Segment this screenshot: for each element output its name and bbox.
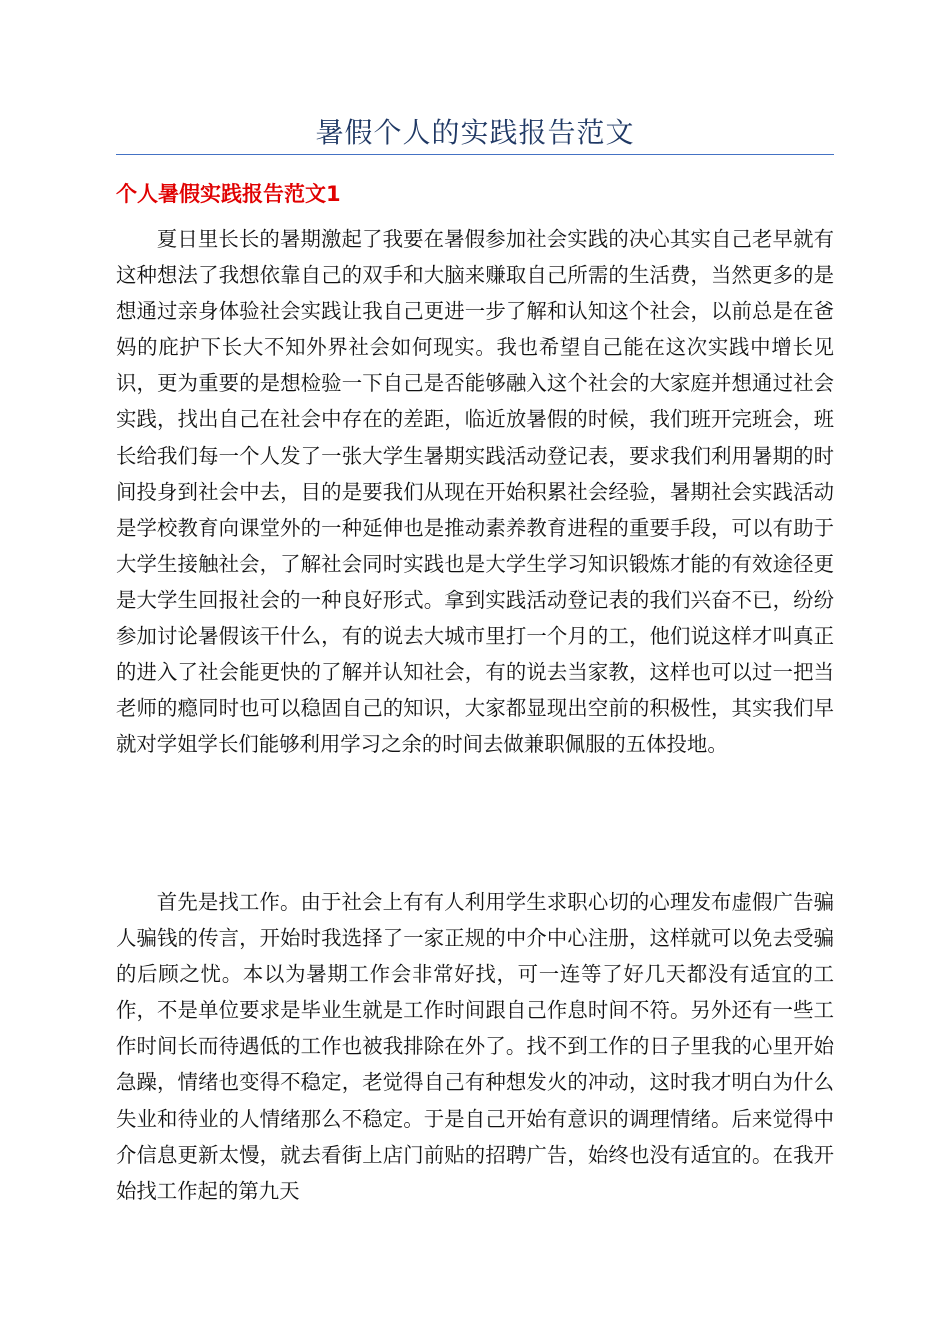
section-heading: 个人暑假实践报告范文1 [116,182,341,206]
page-title: 暑假个人的实践报告范文 [315,116,635,149]
body-paragraph-1: 夏日里长长的暑期激起了我要在暑假参加社会实践的决心其实自己老早就有这种想法了我想依靠自己的双手和大脑来赚取自己所需的生活费，当然更多的是想通过亲身体验社会实践让我自己更进一步了解和认知这个社会，以前总是在爸妈的庇护下长大不知外界社会如何现实。我也希望自己能在这次实践中增长见识，更为重要的是想检验一下自己是否能够融入这个社会的大家庭并想通过社会实践，找出自己在社会中存在的差距，临近放暑假的时候，我们班开完班会，班长给我们每一个人发了一张大学生暑期实践活动登记表，要求我们利用暑期的时间投身到社会中去，目的是要我们从现在开始积累社会经验，暑期社会实践活动是学校教育向课堂外的一种延伸也是推动素养教育进程的重要手段，可以有助于大学生接触社会，了解社会同时实践也是大学生学习知识锻炼才能的有效途径更是大学生回报社会的一种良好形式。拿到实践活动登记表的我们兴奋不已，纷纷参加讨论暑假该干什么，有的说去大城市里打一个月的工，他们说这样才叫真正的进入了社会能更快的了解并认知社会，有的说去当家教，这样也可以过一把当老师的瘾同时也可以稳固自己的知识，大家都显现出空前的积极性，其实我们早就对学姐学长们能够利用学习之余的时间去做兼职佩服的五体投地。 [116,227,834,757]
title-underline [116,154,834,155]
body-paragraph-2: 首先是找工作。由于社会上有有人利用学生求职心切的心理发布虚假广告骗人骗钱的传言，开始时我选择了一家正规的中介中心注册，这样就可以免去受骗的后顾之忧。本以为暑期工作会非常好找，可一连等了好几天都没有适宜的工作，不是单位要求是毕业生就是工作时间跟自己作息时间不符。另外还有一些工作时间长而待遇低的工作也被我排除在外了。找不到工作的日子里我的心里开始急躁，情绪也变得不稳定，老觉得自己有种想发火的冲动，这时我才明白为什么失业和待业的人情绪那么不稳定。于是自己开始有意识的调理情绪。后来觉得中介信息更新太慢，就去看街上店门前贴的招聘广告，始终也没有适宜的。在我开始找工作起的第九天 [116,890,834,1203]
